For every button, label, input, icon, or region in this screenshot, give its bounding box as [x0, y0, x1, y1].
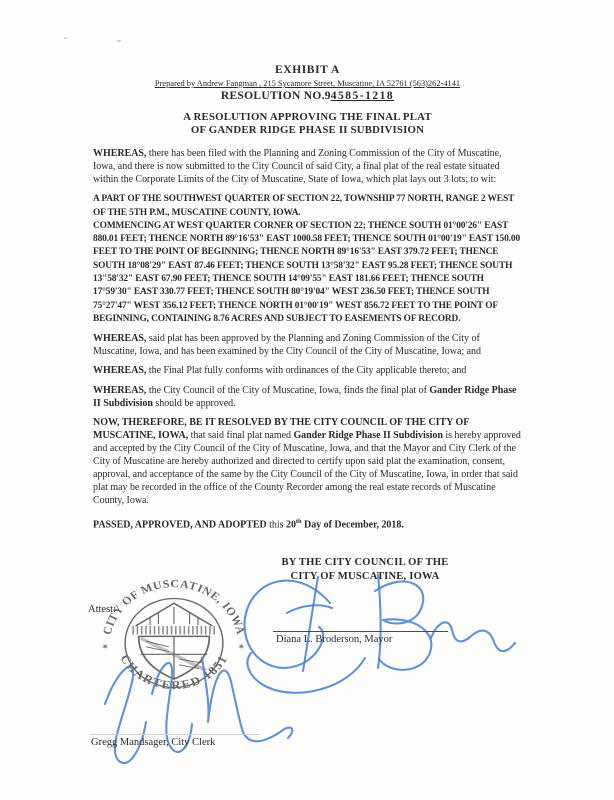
clerk-signature-line [90, 734, 260, 735]
seal-bottom-arc-text: CHARTERED 1851 [117, 652, 231, 693]
passed-adopted-line: PASSED, APPROVED, AND ADOPTED this 20th Day of December, 2018. [93, 518, 404, 531]
whereas-paragraph-4: WHEREAS, the City Council of the City of Muscatine, Iowa, finds the final plat of Gander Ridge Phase II Subdivision should be approved. [93, 384, 517, 409]
legal-description-part2: COMMENCING AT WEST QUARTER CORNER OF SECTION 22; THENCE SOUTH 01°00'26" EAST 880.01 FEET; THENCE NORTH 89°16'53" EAST 1000.58 FEET; THENCE SOUTH 01°00'19" EAST 150.00 FEET TO THE POINT OF BEGINNING; THENCE NORTH 89°16'53" EAST 379.72 FEET; THENCE SOUTH 18°08'29" EAST 87.46 FEET; THENCE SOUTH 13°58'32" EAST 95.28 FEET; THENCE SOUTH 13"58'32" EAST 67.90 FEET; THENCE SOUTH 14°09'55" EAST 181.66 FEET; THENCE SOUTH 17°59'30" EAST 330.77 FEET; THENCE SOUTH 80°19'04" WEST 236.50 FEET; THENCE SOUTH 75°27'47" WEST 356.12 FEET; THENCE NORTH 01°00'19" WEST 856.72 FEET TO THE POINT OF BEGINNING, CONTAINING 8.76 ACRES AND SUBJECT TO EASEMENTS OF RECORD. [93, 220, 521, 324]
scan-speck [64, 37, 67, 39]
clerk-name-label: Gregg Mandsager, City Clerk [91, 737, 216, 748]
legal-description-part1: A PART OF THE SOUTHWEST QUARTER OF SECTION 22, TOWNSHIP 77 NORTH, RANGE 2 WEST OF THE 5TH P.M., MUSCATINE COUNTY, IOWA. [93, 194, 514, 218]
document-body [93, 64, 522, 532]
mayor-name-label: Diana L. Broderson, Mayor [276, 634, 393, 645]
resolved-paragraph: NOW, THEREFORE, BE IT RESOLVED BY THE CITY COUNCIL OF THE CITY OF MUSCATINE, IOWA, that said final plat named Gander Ridge Phase II Subdivision is hereby approved and accepted by the City Council of the City of Muscatine, Iowa, and that the Mayor and City Clerk of the City of Muscatine are hereby authorized and directed to certify upon said plat the examination, consent, approval, and acceptance of the same by the City Council of the City of Muscatine, Iowa, in order that said plat may be recorded in the office of the County Recorder among the real estate records of Muscatine County, Iowa. [93, 416, 521, 507]
scan-speck [117, 40, 121, 42]
whereas-paragraph-3: WHEREAS, the Final Plat fully conforms with ordinances of the City applicable thereto; and [93, 365, 467, 377]
attest-label: Attest: [88, 604, 116, 615]
seal-star-left-icon: ✶ [101, 642, 110, 652]
clerk-signature-ink [80, 642, 310, 777]
prepared-by-line [93, 78, 522, 89]
whereas-paragraph-2: WHEREAS, said plat has been approved by the Planning and Zoning Commission of the City of Muscatine, Iowa, and has been examined by the City Council of the City of Muscatine, Iowa; and [93, 333, 481, 358]
seal-star-right-icon: ✶ [237, 642, 246, 652]
council-heading-line2: CITY OF MUSCATINE, IOWA [290, 570, 440, 582]
resolution-prefix: RESOLUTION NO.9 [220, 90, 331, 102]
resolution-title-line1: A RESOLUTION APPROVING THE FINAL PLAT [183, 111, 432, 123]
whereas-paragraph-1: WHEREAS, there has been filed with the Planning and Zoning Commission of the City of Muscatine, Iowa, and there is now submitted to the City Council of said City, a final plat of the real estate situated within the Corporate Limits of the City of Muscatine, State of Iowa, which plat lays out 3 lots; to wit: [93, 148, 502, 186]
seal-top-arc-text: CITY OF MUSCATINE, IOWA [101, 578, 247, 636]
council-heading-line1: BY THE CITY COUNCIL OF THE [281, 557, 449, 568]
resolution-title-line2: OF GANDER RIDGE PHASE II SUBDIVISION [190, 124, 425, 136]
prepared-by-text: Prepared by Andrew Fangman , 215 Sycamore Street, Muscatine, IA 52761 (563)262-4141 [154, 79, 461, 88]
resolution-number: 4585-1218 [330, 90, 395, 102]
mayor-signature-line [273, 631, 448, 632]
resolution-title [93, 111, 522, 137]
resolution-number-line [93, 90, 522, 103]
exhibit-heading: EXHIBIT A [275, 64, 340, 76]
